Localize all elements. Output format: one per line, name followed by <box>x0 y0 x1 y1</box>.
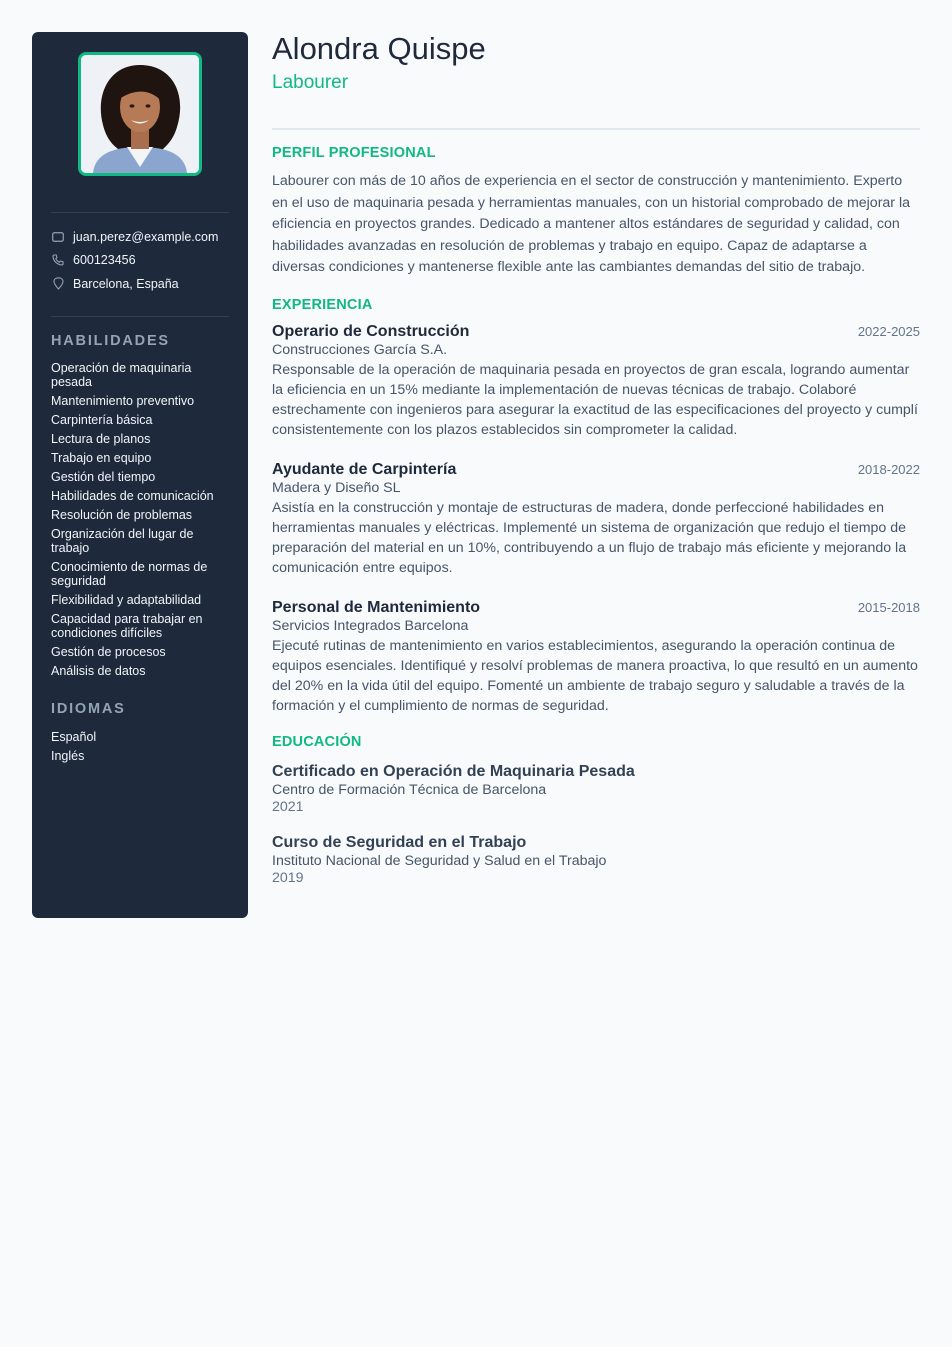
job-description: Ejecuté rutinas de mantenimiento en varios establecimientos, asegurando la operación continua de equipos esenciales. Identifiqué y resolví problemas de manera proactiva, lo que resultó en un aumento del 20% en la vida útil del equipo. Fomenté un ambiente de trabajo seguro y saludable a través de la formación y el cumplimiento de normas de seguridad. <box>272 637 918 714</box>
sidebar-divider <box>51 316 229 317</box>
main-content <box>272 32 920 886</box>
profile-photo <box>78 52 202 176</box>
skill-item: Análisis de datos <box>51 663 146 678</box>
contact-email-text: juan.perez@example.com <box>73 229 219 244</box>
skill-item: Trabajo en equipo <box>51 450 152 465</box>
education-year: 2019 <box>272 869 304 886</box>
summary-title: PERFIL PROFESIONAL <box>272 145 436 161</box>
education-degree: Certificado en Operación de Maquinaria Pesada <box>272 762 635 780</box>
job-title: Ayudante de Carpintería <box>272 460 457 478</box>
job-years: 2015-2018 <box>857 599 920 615</box>
language-item: Inglés <box>51 748 85 763</box>
skills-title: HABILIDADES <box>51 332 170 349</box>
skill-item: Habilidades de comunicación <box>51 488 214 503</box>
contact-phone[interactable] <box>51 249 229 273</box>
job-company: Construcciones García S.A. <box>272 341 448 358</box>
job-entry <box>272 599 920 716</box>
phone-icon <box>51 253 65 267</box>
skill-item: Gestión de procesos <box>51 644 166 659</box>
skill-item: Organización del lugar de trabajo <box>51 526 194 555</box>
education-entry <box>272 763 920 815</box>
job-entry <box>272 461 920 578</box>
contact-list <box>51 225 229 296</box>
contact-location <box>51 272 229 296</box>
header-divider <box>272 128 920 130</box>
education-entry <box>272 834 920 886</box>
skills-list <box>51 361 229 678</box>
candidate-role: Labourer <box>272 72 349 93</box>
education-degree: Curso de Seguridad en el Trabajo <box>272 833 527 851</box>
job-years: 2018-2022 <box>857 461 920 477</box>
skill-item: Flexibilidad y adaptabilidad <box>51 592 202 607</box>
sidebar-divider <box>51 212 229 213</box>
skill-item: Carpintería básica <box>51 412 153 427</box>
skill-item: Gestión del tiempo <box>51 469 156 484</box>
job-company: Servicios Integrados Barcelona <box>272 617 469 634</box>
languages-title: IDIOMAS <box>51 700 126 717</box>
languages-list <box>51 730 229 763</box>
mail-icon <box>51 230 65 244</box>
candidate-name: Alondra Quispe <box>272 31 486 66</box>
skill-item: Resolución de problemas <box>51 507 193 522</box>
job-years: 2022-2025 <box>857 323 920 339</box>
job-title: Operario de Construcción <box>272 322 470 340</box>
job-description: Responsable de la operación de maquinaria pesada en proyectos de gran escala, logrando aumentar la eficiencia en un 15% mediante la implementación de nuevas técnicas de trabajo. Colaboré estrechamente con ingenieros para asegurar la exactitud de las especificaciones del proyecto y cumplí consistentemente con los plazos establecidos sin comprometer la calidad. <box>272 361 918 438</box>
language-item: Español <box>51 729 97 744</box>
profile-photo-image <box>81 55 199 173</box>
skill-item: Mantenimiento preventivo <box>51 393 195 408</box>
contact-phone-text: 600123456 <box>73 253 136 268</box>
summary-text: Labourer con más de 10 años de experiencia en el sector de construcción y mantenimiento. Experto en el uso de maquinaria pesada y herramientas manuales, con un historial comprobado de mejorar la eficiencia en proyectos grandes. Dedicado a mantener altos estándares de seguridad y calidad, con habilidades avanzadas en resolución de problemas y trabajo en equipo. Capaz de adaptarse a diversas condiciones y mantenerse flexible ante las cambiantes demandas del sitio de trabajo. <box>272 173 911 275</box>
skill-item: Lectura de planos <box>51 431 151 446</box>
skill-item: Operación de maquinaria pesada <box>51 360 192 389</box>
skill-item: Conocimiento de normas de seguridad <box>51 559 208 588</box>
education-year: 2021 <box>272 798 304 815</box>
job-title: Personal de Mantenimiento <box>272 598 481 616</box>
education-title: EDUCACIÓN <box>272 733 362 750</box>
job-company: Madera y Diseño SL <box>272 479 401 496</box>
skill-item: Capacidad para trabajar en condiciones difíciles <box>51 611 203 640</box>
education-institution: Centro de Formación Técnica de Barcelona <box>272 781 547 798</box>
job-description: Asistía en la construcción y montaje de estructuras de madera, donde perfeccioné habilidades en herramientas manuales y eléctricas. Implementé un sistema de organización que redujo el tiempo de preparación del material en un 10%, contribuyendo a un flujo de trabajo más eficiente y mejorando la comunicación entre equipos. <box>272 499 907 576</box>
location-pin-icon <box>51 277 65 291</box>
contact-location-text: Barcelona, España <box>73 276 179 291</box>
education-institution: Instituto Nacional de Seguridad y Salud en el Trabajo <box>272 852 607 869</box>
experience-title: EXPERIENCIA <box>272 296 373 313</box>
job-entry <box>272 323 920 440</box>
contact-email[interactable] <box>51 225 229 249</box>
sidebar <box>32 32 248 918</box>
